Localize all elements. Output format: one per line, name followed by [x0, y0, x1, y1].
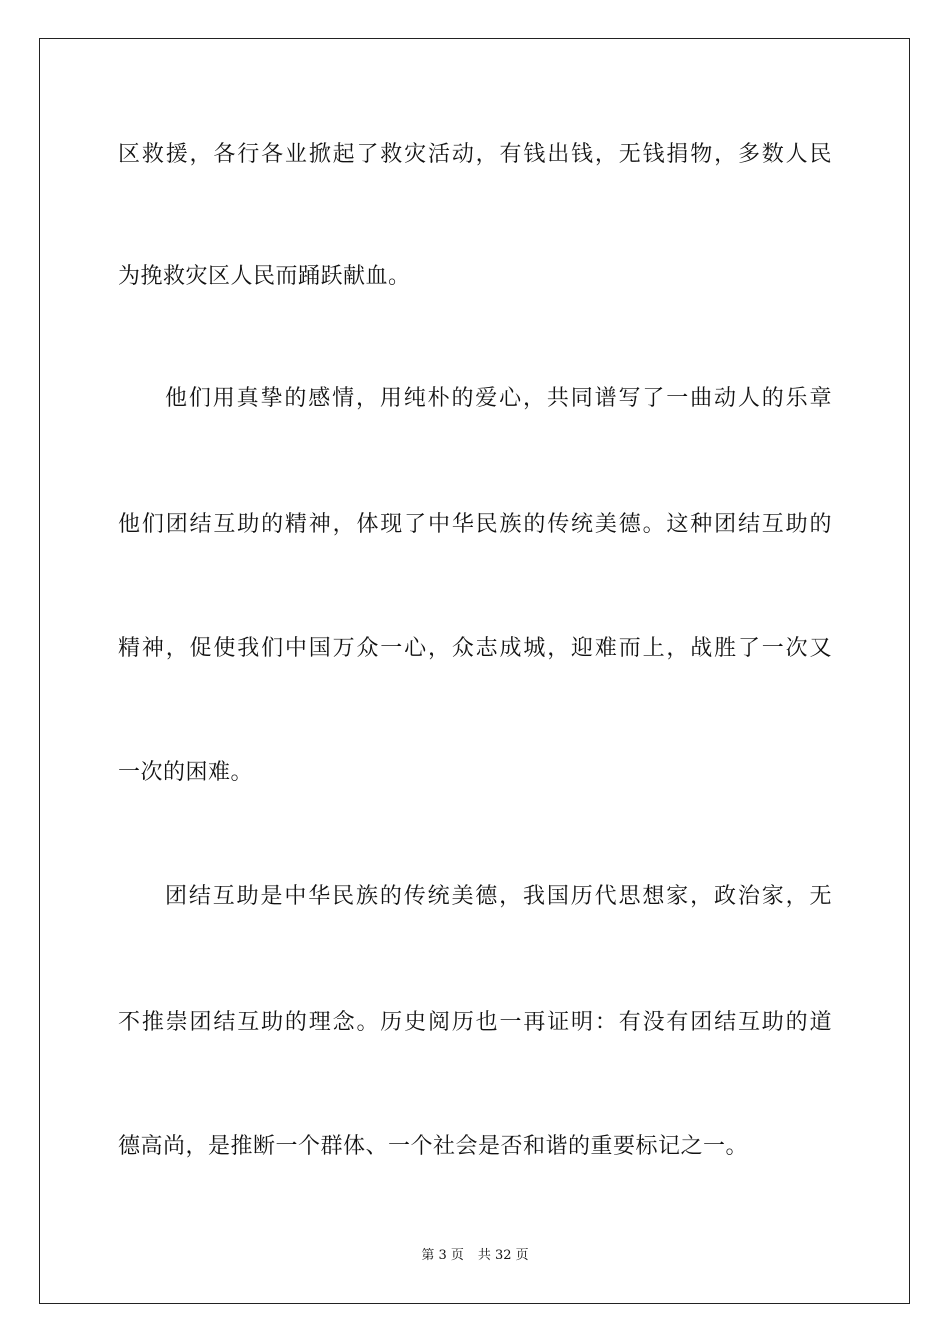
page-number: 第 3 页	[421, 1248, 464, 1263]
text-line-2: 为挽救灾区人民而踊跃献血。	[118, 264, 411, 289]
text-line-8: 不推崇团结互助的理念。历史阅历也一再证明：有没有团结互助的道	[118, 1010, 832, 1035]
text-line-6: 一次的困难。	[118, 760, 254, 785]
page-footer	[0, 1247, 950, 1265]
page-border	[39, 38, 910, 1304]
text-line-7: 团结互助是中华民族的传统美德，我国历代思想家，政治家，无	[165, 884, 832, 909]
text-line-1: 区救援，各行各业掀起了救灾活动，有钱出钱，无钱捐物，多数人民	[118, 142, 832, 167]
text-line-3: 他们用真挚的感情，用纯朴的爱心，共同谱写了一曲动人的乐章	[165, 386, 832, 411]
page-total: 共 32 页	[477, 1248, 529, 1263]
text-line-9: 德高尚，是推断一个群体、一个社会是否和谐的重要标记之一。	[118, 1134, 749, 1159]
text-line-5: 精神，促使我们中国万众一心，众志成城，迎难而上，战胜了一次又	[118, 636, 832, 661]
text-line-4: 他们团结互助的精神，体现了中华民族的传统美德。这种团结互助的	[118, 512, 832, 537]
